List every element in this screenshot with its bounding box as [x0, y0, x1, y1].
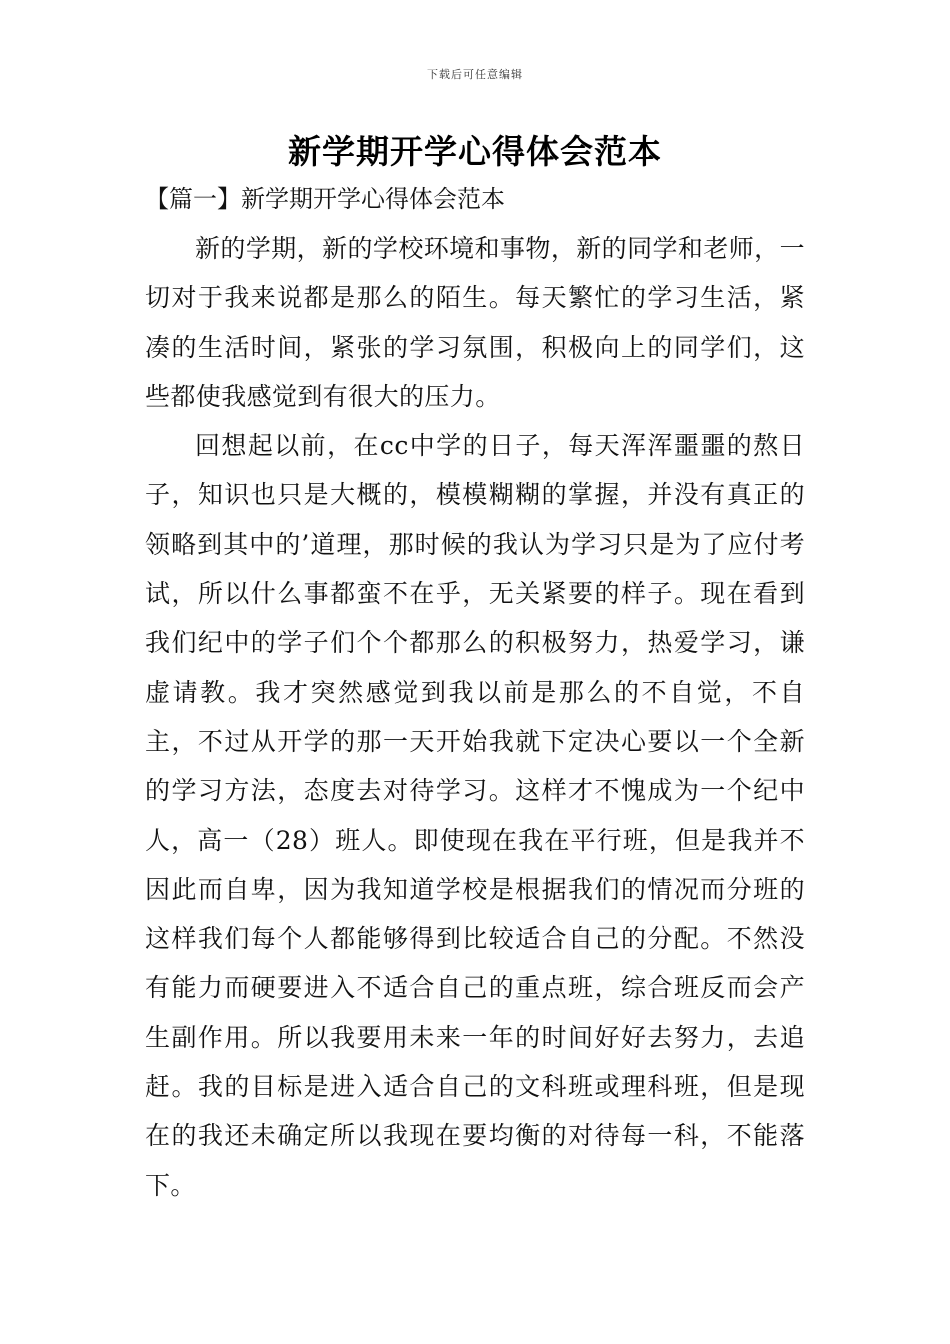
section-bracket-close: 】	[217, 185, 241, 213]
section-bracket-open: 【	[145, 185, 169, 213]
document-body	[145, 178, 805, 1210]
document-title: 新学期开学心得体会范本	[288, 132, 662, 171]
paragraph-1: 新的学期，新的学校环境和事物，新的同学和老师，一切对于我来说都是那么的陌生。每天繁忙的学习生活，紧凑的生活时间，紧张的学习氛围，积极向上的同学们，这些都使我感觉到有很大的压力。	[145, 234, 805, 411]
paragraph-2: 回想起以前，在cc中学的日子，每天浑浑噩噩的熬日子，知识也只是大概的，模模糊糊的掌握，并没有真正的领略到其中的’道理，那时候的我认为学习只是为了应付考试，所以什么事都蛮不在乎，无关紧要的样子。现在看到我们纪中的学子们个个都那么的积极努力，热爱学习，谦虚请教。我才突然感觉到我以前是那么的不自觉，不自主，不过从开学的那一天开始我就下定决心要以一个全新的学习方法，态度去对待学习。这样才不愧成为一个纪中人，高一（28）班人。即使现在我在平行班，但是我并不因此而自卑，因为我知道学校是根据我们的情况而分班的这样我们每个人都能够得到比较适合自己的分配。不然没有能力而硬要进入不适合自己的重点班，综合班反而会产生副作用。所以我要用未来一年的时间好好去努力，去追赶。我的目标是进入适合自己的文科班或理科班，但是现在的我还未确定所以我现在要均衡的对待每一科，不能落下。	[145, 431, 805, 1200]
section-heading-text: 新学期开学心得体会范本	[241, 185, 505, 213]
section-heading	[145, 178, 805, 220]
section-label: 篇一	[169, 185, 217, 213]
header-note: 下载后可任意编辑	[427, 68, 523, 81]
